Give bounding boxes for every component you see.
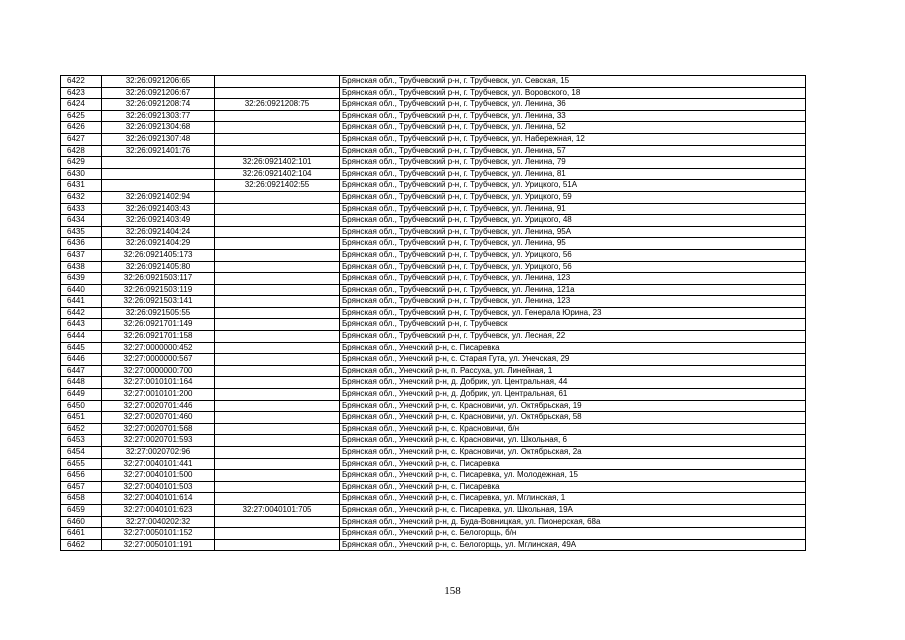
table-row <box>61 458 806 470</box>
table-row <box>61 76 806 88</box>
cadastral-number-cell: 32:26:0921206:65 <box>102 76 215 88</box>
related-cadastral-number-cell <box>215 145 340 157</box>
table-row <box>61 122 806 134</box>
cadastral-number-cell: 32:26:0921701:158 <box>102 331 215 343</box>
row-number-cell: 6444 <box>61 331 102 343</box>
address-cell: Брянская обл., Трубчевский р-н, г. Трубчевск, ул. Воровского, 18 <box>340 87 806 99</box>
address-cell: Брянская обл., Трубчевский р-н, г. Трубчевск, ул. Урицкого, 51А <box>340 180 806 192</box>
related-cadastral-number-cell <box>215 110 340 122</box>
address-cell: Брянская обл., Унечский р-н, д. Буда-Вовницкая, ул. Пионерская, 68а <box>340 516 806 528</box>
table-row <box>61 215 806 227</box>
related-cadastral-number-cell <box>215 493 340 505</box>
table-row <box>61 307 806 319</box>
address-cell: Брянская обл., Унечский р-н, с. Белогорщь, б/н <box>340 528 806 540</box>
address-cell: Брянская обл., Трубчевский р-н, г. Трубчевск, ул. Ленина, 121а <box>340 284 806 296</box>
cadastral-number-cell: 32:26:0921405:173 <box>102 249 215 261</box>
address-cell: Брянская обл., Трубчевский р-н, г. Трубчевск, ул. Урицкого, 56 <box>340 249 806 261</box>
table-row <box>61 157 806 169</box>
table-row <box>61 319 806 331</box>
row-number-cell: 6424 <box>61 99 102 111</box>
address-cell: Брянская обл., Унечский р-н, с. Писаревка <box>340 458 806 470</box>
address-cell: Брянская обл., Трубчевский р-н, г. Трубчевск, ул. Урицкого, 59 <box>340 191 806 203</box>
address-cell: Брянская обл., Унечский р-н, с. Красновичи, ул. Октябрьская, 2а <box>340 447 806 459</box>
cadastral-number-cell: 32:26:0921402:94 <box>102 191 215 203</box>
related-cadastral-number-cell <box>215 284 340 296</box>
table-row <box>61 389 806 401</box>
row-number-cell: 6430 <box>61 168 102 180</box>
related-cadastral-number-cell <box>215 435 340 447</box>
cadastral-number-cell <box>102 180 215 192</box>
cadastral-number-cell: 32:27:0040202:32 <box>102 516 215 528</box>
row-number-cell: 6436 <box>61 238 102 250</box>
related-cadastral-number-cell <box>215 238 340 250</box>
row-number-cell: 6462 <box>61 539 102 551</box>
table-row <box>61 87 806 99</box>
address-cell: Брянская обл., Трубчевский р-н, г. Трубчевск, ул. Ленина, 33 <box>340 110 806 122</box>
cadastral-number-cell: 32:26:0921303:77 <box>102 110 215 122</box>
row-number-cell: 6445 <box>61 342 102 354</box>
related-cadastral-number-cell <box>215 539 340 551</box>
address-cell: Брянская обл., Трубчевский р-н, г. Трубчевск, ул. Набережная, 12 <box>340 133 806 145</box>
cadastral-number-cell: 32:26:0921505:55 <box>102 307 215 319</box>
row-number-cell: 6439 <box>61 273 102 285</box>
related-cadastral-number-cell <box>215 249 340 261</box>
row-number-cell: 6440 <box>61 284 102 296</box>
address-cell: Брянская обл., Трубчевский р-н, г. Трубчевск, ул. Урицкого, 56 <box>340 261 806 273</box>
table-row <box>61 238 806 250</box>
cadastral-number-cell: 32:26:0921404:24 <box>102 226 215 238</box>
row-number-cell: 6438 <box>61 261 102 273</box>
cadastral-number-cell: 32:26:0921403:49 <box>102 215 215 227</box>
table-row <box>61 133 806 145</box>
table-row <box>61 493 806 505</box>
table-row <box>61 261 806 273</box>
table-row <box>61 354 806 366</box>
address-cell: Брянская обл., Трубчевский р-н, г. Трубчевск <box>340 319 806 331</box>
related-cadastral-number-cell <box>215 342 340 354</box>
register-table-body <box>61 76 806 551</box>
related-cadastral-number-cell <box>215 191 340 203</box>
cadastral-number-cell: 32:26:0921503:141 <box>102 296 215 308</box>
table-row <box>61 365 806 377</box>
cadastral-number-cell: 32:26:0921304:68 <box>102 122 215 134</box>
table-row <box>61 539 806 551</box>
address-cell: Брянская обл., Трубчевский р-н, г. Трубчевск, ул. Ленина, 81 <box>340 168 806 180</box>
related-cadastral-number-cell <box>215 133 340 145</box>
address-cell: Брянская обл., Трубчевский р-н, г. Трубчевск, ул. Генерала Юрина, 23 <box>340 307 806 319</box>
related-cadastral-number-cell <box>215 261 340 273</box>
row-number-cell: 6458 <box>61 493 102 505</box>
row-number-cell: 6425 <box>61 110 102 122</box>
cadastral-number-cell: 32:26:0921401:76 <box>102 145 215 157</box>
related-cadastral-number-cell <box>215 365 340 377</box>
table-row <box>61 273 806 285</box>
related-cadastral-number-cell <box>215 203 340 215</box>
table-row <box>61 203 806 215</box>
table-row <box>61 504 806 516</box>
related-cadastral-number-cell <box>215 296 340 308</box>
table-row <box>61 435 806 447</box>
address-cell: Брянская обл., Трубчевский р-н, г. Трубчевск, ул. Ленина, 57 <box>340 145 806 157</box>
related-cadastral-number-cell <box>215 516 340 528</box>
row-number-cell: 6433 <box>61 203 102 215</box>
table-row <box>61 191 806 203</box>
table-row <box>61 99 806 111</box>
address-cell: Брянская обл., Унечский р-н, с. Красновичи, ул. Школьная, 6 <box>340 435 806 447</box>
related-cadastral-number-cell <box>215 389 340 401</box>
related-cadastral-number-cell <box>215 226 340 238</box>
related-cadastral-number-cell <box>215 412 340 424</box>
address-cell: Брянская обл., Унечский р-н, с. Белогорщь, ул. Мглинская, 49А <box>340 539 806 551</box>
related-cadastral-number-cell <box>215 215 340 227</box>
table-row <box>61 226 806 238</box>
table-row <box>61 168 806 180</box>
table-row <box>61 481 806 493</box>
address-cell: Брянская обл., Трубчевский р-н, г. Трубчевск, ул. Ленина, 36 <box>340 99 806 111</box>
row-number-cell: 6451 <box>61 412 102 424</box>
address-cell: Брянская обл., Трубчевский р-н, г. Трубчевск, ул. Ленина, 123 <box>340 296 806 308</box>
related-cadastral-number-cell <box>215 528 340 540</box>
address-cell: Брянская обл., Унечский р-н, с. Красновичи, б/н <box>340 423 806 435</box>
cadastral-number-cell: 32:26:0921405:80 <box>102 261 215 273</box>
row-number-cell: 6423 <box>61 87 102 99</box>
row-number-cell: 6435 <box>61 226 102 238</box>
row-number-cell: 6456 <box>61 470 102 482</box>
address-cell: Брянская обл., Унечский р-н, с. Красновичи, ул. Октябрьская, 19 <box>340 400 806 412</box>
table-row <box>61 331 806 343</box>
cadastral-number-cell: 32:26:0921307:48 <box>102 133 215 145</box>
related-cadastral-number-cell <box>215 481 340 493</box>
related-cadastral-number-cell <box>215 122 340 134</box>
register-table-container <box>60 75 806 551</box>
address-cell: Брянская обл., Унечский р-н, д. Добрик, ул. Центральная, 44 <box>340 377 806 389</box>
row-number-cell: 6459 <box>61 504 102 516</box>
table-row <box>61 470 806 482</box>
address-cell: Брянская обл., Унечский р-н, д. Добрик, ул. Центральная, 61 <box>340 389 806 401</box>
address-cell: Брянская обл., Унечский р-н, с. Писаревка <box>340 342 806 354</box>
related-cadastral-number-cell <box>215 273 340 285</box>
table-row <box>61 249 806 261</box>
address-cell: Брянская обл., Унечский р-н, с. Старая Гута, ул. Унечская, 29 <box>340 354 806 366</box>
row-number-cell: 6457 <box>61 481 102 493</box>
table-row <box>61 284 806 296</box>
table-row <box>61 423 806 435</box>
cadastral-number-cell: 32:26:0921206:67 <box>102 87 215 99</box>
row-number-cell: 6454 <box>61 447 102 459</box>
address-cell: Брянская обл., Трубчевский р-н, г. Трубчевск, ул. Ленина, 91 <box>340 203 806 215</box>
cadastral-number-cell: 32:26:0921403:43 <box>102 203 215 215</box>
cadastral-number-cell: 32:27:0000000:567 <box>102 354 215 366</box>
related-cadastral-number-cell: 32:26:0921402:104 <box>215 168 340 180</box>
related-cadastral-number-cell: 32:26:0921208:75 <box>215 99 340 111</box>
cadastral-number-cell: 32:26:0921208:74 <box>102 99 215 111</box>
cadastral-number-cell: 32:27:0040101:500 <box>102 470 215 482</box>
address-cell: Брянская обл., Унечский р-н, с. Писаревка, ул. Школьная, 19А <box>340 504 806 516</box>
address-cell: Брянская обл., Унечский р-н, с. Писаревка, ул. Молодежная, 15 <box>340 470 806 482</box>
row-number-cell: 6453 <box>61 435 102 447</box>
table-row <box>61 342 806 354</box>
related-cadastral-number-cell: 32:27:0040101:705 <box>215 504 340 516</box>
row-number-cell: 6429 <box>61 157 102 169</box>
address-cell: Брянская обл., Трубчевский р-н, г. Трубчевск, ул. Ленина, 95А <box>340 226 806 238</box>
related-cadastral-number-cell <box>215 458 340 470</box>
address-cell: Брянская обл., Унечский р-н, с. Красновичи, ул. Октябрьская, 58 <box>340 412 806 424</box>
cadastral-number-cell: 32:27:0040101:503 <box>102 481 215 493</box>
cadastral-number-cell <box>102 157 215 169</box>
row-number-cell: 6446 <box>61 354 102 366</box>
related-cadastral-number-cell <box>215 76 340 88</box>
table-row <box>61 296 806 308</box>
address-cell: Брянская обл., Трубчевский р-н, г. Трубчевск, ул. Ленина, 95 <box>340 238 806 250</box>
row-number-cell: 6452 <box>61 423 102 435</box>
cadastral-number-cell: 32:27:0000000:700 <box>102 365 215 377</box>
address-cell: Брянская обл., Трубчевский р-н, г. Трубчевск, ул. Ленина, 79 <box>340 157 806 169</box>
row-number-cell: 6422 <box>61 76 102 88</box>
related-cadastral-number-cell <box>215 307 340 319</box>
related-cadastral-number-cell <box>215 87 340 99</box>
address-cell: Брянская обл., Трубчевский р-н, г. Трубчевск, ул. Лесная, 22 <box>340 331 806 343</box>
row-number-cell: 6455 <box>61 458 102 470</box>
row-number-cell: 6434 <box>61 215 102 227</box>
row-number-cell: 6432 <box>61 191 102 203</box>
cadastral-number-cell: 32:26:0921503:117 <box>102 273 215 285</box>
table-row <box>61 145 806 157</box>
cadastral-number-cell: 32:27:0050101:191 <box>102 539 215 551</box>
cadastral-number-cell: 32:27:0020701:593 <box>102 435 215 447</box>
cadastral-number-cell: 32:26:0921404:29 <box>102 238 215 250</box>
cadastral-number-cell: 32:27:0040101:441 <box>102 458 215 470</box>
table-row <box>61 110 806 122</box>
related-cadastral-number-cell <box>215 377 340 389</box>
row-number-cell: 6437 <box>61 249 102 261</box>
table-row <box>61 447 806 459</box>
cadastral-number-cell: 32:27:0010101:164 <box>102 377 215 389</box>
cadastral-number-cell: 32:27:0020701:460 <box>102 412 215 424</box>
related-cadastral-number-cell <box>215 400 340 412</box>
table-row <box>61 516 806 528</box>
related-cadastral-number-cell <box>215 423 340 435</box>
cadastral-number-cell: 32:27:0020701:446 <box>102 400 215 412</box>
row-number-cell: 6426 <box>61 122 102 134</box>
address-cell: Брянская обл., Унечский р-н, с. Писаревка <box>340 481 806 493</box>
row-number-cell: 6442 <box>61 307 102 319</box>
address-cell: Брянская обл., Трубчевский р-н, г. Трубчевск, ул. Севская, 15 <box>340 76 806 88</box>
page-number: 158 <box>444 585 461 597</box>
table-row <box>61 528 806 540</box>
cadastral-number-cell: 32:27:0010101:200 <box>102 389 215 401</box>
row-number-cell: 6427 <box>61 133 102 145</box>
cadastral-number-cell: 32:27:0040101:623 <box>102 504 215 516</box>
row-number-cell: 6460 <box>61 516 102 528</box>
related-cadastral-number-cell: 32:26:0921402:55 <box>215 180 340 192</box>
row-number-cell: 6447 <box>61 365 102 377</box>
row-number-cell: 6461 <box>61 528 102 540</box>
address-cell: Брянская обл., Трубчевский р-н, г. Трубчевск, ул. Ленина, 123 <box>340 273 806 285</box>
row-number-cell: 6441 <box>61 296 102 308</box>
address-cell: Брянская обл., Трубчевский р-н, г. Трубчевск, ул. Урицкого, 48 <box>340 215 806 227</box>
table-row <box>61 400 806 412</box>
related-cadastral-number-cell <box>215 319 340 331</box>
cadastral-number-cell: 32:26:0921503:119 <box>102 284 215 296</box>
related-cadastral-number-cell: 32:26:0921402:101 <box>215 157 340 169</box>
cadastral-number-cell: 32:27:0020701:568 <box>102 423 215 435</box>
cadastral-number-cell: 32:27:0020702:96 <box>102 447 215 459</box>
row-number-cell: 6448 <box>61 377 102 389</box>
table-row <box>61 180 806 192</box>
cadastral-number-cell: 32:26:0921701:149 <box>102 319 215 331</box>
related-cadastral-number-cell <box>215 354 340 366</box>
address-cell: Брянская обл., Трубчевский р-н, г. Трубчевск, ул. Ленина, 52 <box>340 122 806 134</box>
register-table <box>60 75 806 551</box>
row-number-cell: 6450 <box>61 400 102 412</box>
address-cell: Брянская обл., Унечский р-н, с. Писаревка, ул. Мглинская, 1 <box>340 493 806 505</box>
table-row <box>61 412 806 424</box>
cadastral-number-cell: 32:27:0050101:152 <box>102 528 215 540</box>
cadastral-number-cell: 32:27:0040101:614 <box>102 493 215 505</box>
row-number-cell: 6428 <box>61 145 102 157</box>
related-cadastral-number-cell <box>215 331 340 343</box>
related-cadastral-number-cell <box>215 470 340 482</box>
row-number-cell: 6443 <box>61 319 102 331</box>
row-number-cell: 6449 <box>61 389 102 401</box>
row-number-cell: 6431 <box>61 180 102 192</box>
table-row <box>61 377 806 389</box>
related-cadastral-number-cell <box>215 447 340 459</box>
cadastral-number-cell: 32:27:0000000:452 <box>102 342 215 354</box>
address-cell: Брянская обл., Унечский р-н, п. Рассуха, ул. Линейная, 1 <box>340 365 806 377</box>
cadastral-number-cell <box>102 168 215 180</box>
